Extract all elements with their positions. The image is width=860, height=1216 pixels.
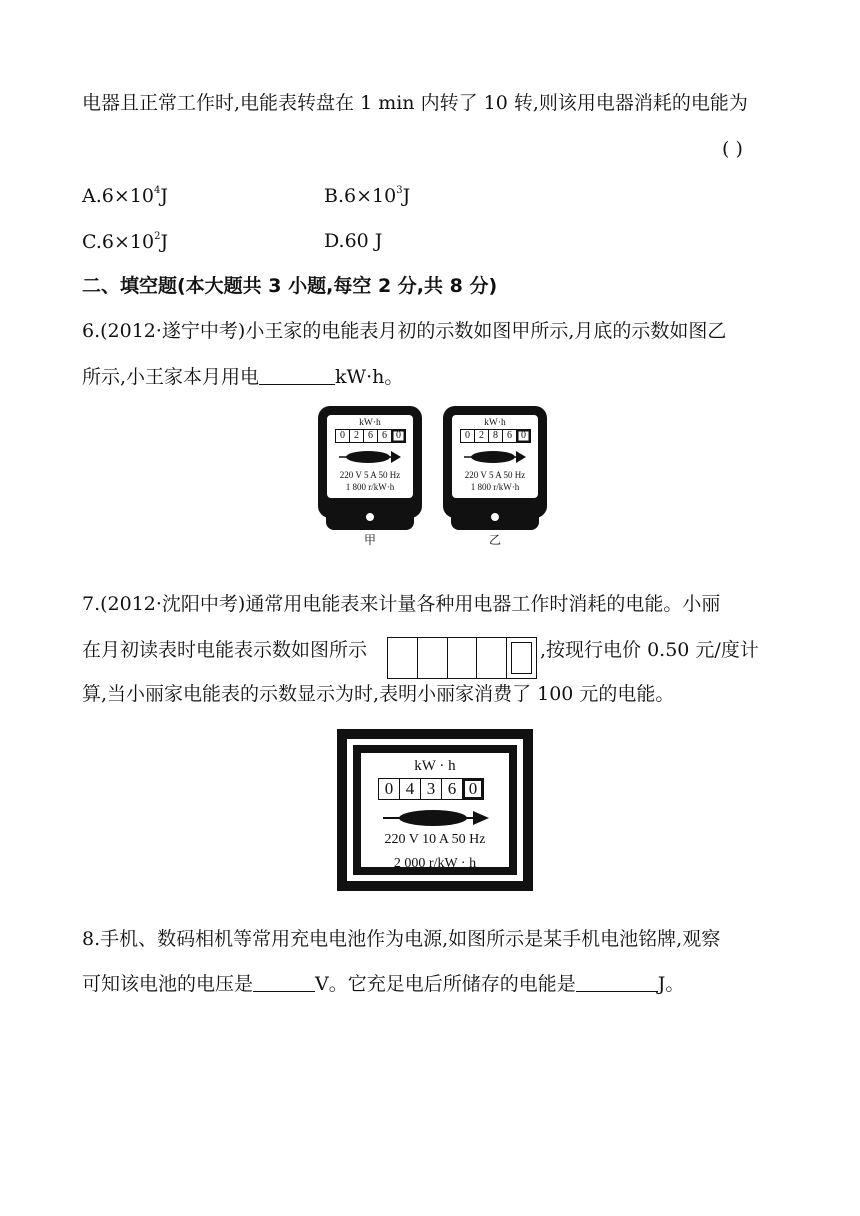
- meter-yi-spec-2: 1 800 r/kW·h: [470, 482, 520, 492]
- meter-jia-digits: 0 2 6 6 0: [335, 429, 406, 443]
- q5-option-a: $A.6\times 10^4J$: [82, 185, 168, 207]
- meter-q7-digits: 0 4 3 6 0: [378, 778, 484, 800]
- q7-line-2-post: ,按现行电价 0.50 元/度计: [540, 639, 759, 661]
- q6-line-1: 6.(2012·遂宁中考)小王家的电能表月初的示数如图甲所示,月底的示数如图乙: [82, 320, 727, 342]
- screw-icon: [490, 512, 500, 522]
- q5-option-b: $B.6\times 10^3J$: [324, 185, 411, 207]
- meter-disk-icon: [381, 805, 491, 831]
- q8-voltage-blank[interactable]: [253, 975, 315, 992]
- q7-line-2-pre: 在月初读表时电能表示数如图所示: [82, 639, 368, 661]
- q6-line-2: 所示,小王家本月用电 kW·h。: [82, 366, 404, 388]
- q5-stem-line: 电器且正常工作时,电能表转盘在 1 min 内转了 10 转,则该用电器消耗的电能为: [82, 92, 748, 114]
- meter-q7-unit: kW · h: [414, 758, 456, 774]
- meter-yi-spec-1: 220 V 5 A 50 Hz: [464, 470, 526, 480]
- meter-q7-spec-1: 220 V 10 A 50 Hz: [384, 832, 486, 847]
- q8-energy-blank[interactable]: [576, 975, 658, 992]
- meter-yi-digits: 0 2 8 6 0: [460, 429, 531, 443]
- meter-jia-caption: 甲: [364, 533, 377, 547]
- meter-jia-spec-1: 220 V 5 A 50 Hz: [339, 470, 401, 480]
- q5-option-d: D.60 J: [324, 230, 383, 252]
- section-heading: 二、填空题(本大题共 3 小题,每空 2 分,共 8 分): [82, 275, 498, 297]
- meter-jia-unit: kW·h: [359, 418, 381, 428]
- q7-line-1: 7.(2012·沈阳中考)通常用电能表来计量各种用电器工作时消耗的电能。小丽: [82, 593, 721, 615]
- meter-jia-spec-2: 1 800 r/kW·h: [345, 482, 395, 492]
- meter-yi-unit: kW·h: [484, 418, 506, 428]
- meter-yi: [443, 406, 547, 518]
- q6-answer-blank[interactable]: [259, 368, 335, 385]
- q7-line-3: 算,当小丽家电能表的示数显示为时,表明小丽家消费了 100 元的电能。: [82, 683, 675, 705]
- q8-line-2: 可知该电池的电压是 V。它充足电后所储存的电能是 J。: [82, 973, 685, 995]
- q7-empty-meter-digits: [387, 637, 537, 679]
- meter-jia: [318, 406, 422, 518]
- q5-answer-paren: ( ): [722, 138, 743, 160]
- meter-q7-spec-2: 2 000 r/kW · h: [393, 856, 477, 871]
- meter-q7: [337, 729, 533, 891]
- meter-disk-icon: [337, 446, 403, 468]
- q5-option-c: $C.6\times 10^2J$: [82, 231, 169, 253]
- meter-disk-icon: [462, 446, 528, 468]
- q8-line-1: 8.手机、数码相机等常用充电电池作为电源,如图所示是某手机电池铭牌,观察: [82, 928, 721, 950]
- meter-yi-caption: 乙: [489, 533, 502, 547]
- screw-icon: [365, 512, 375, 522]
